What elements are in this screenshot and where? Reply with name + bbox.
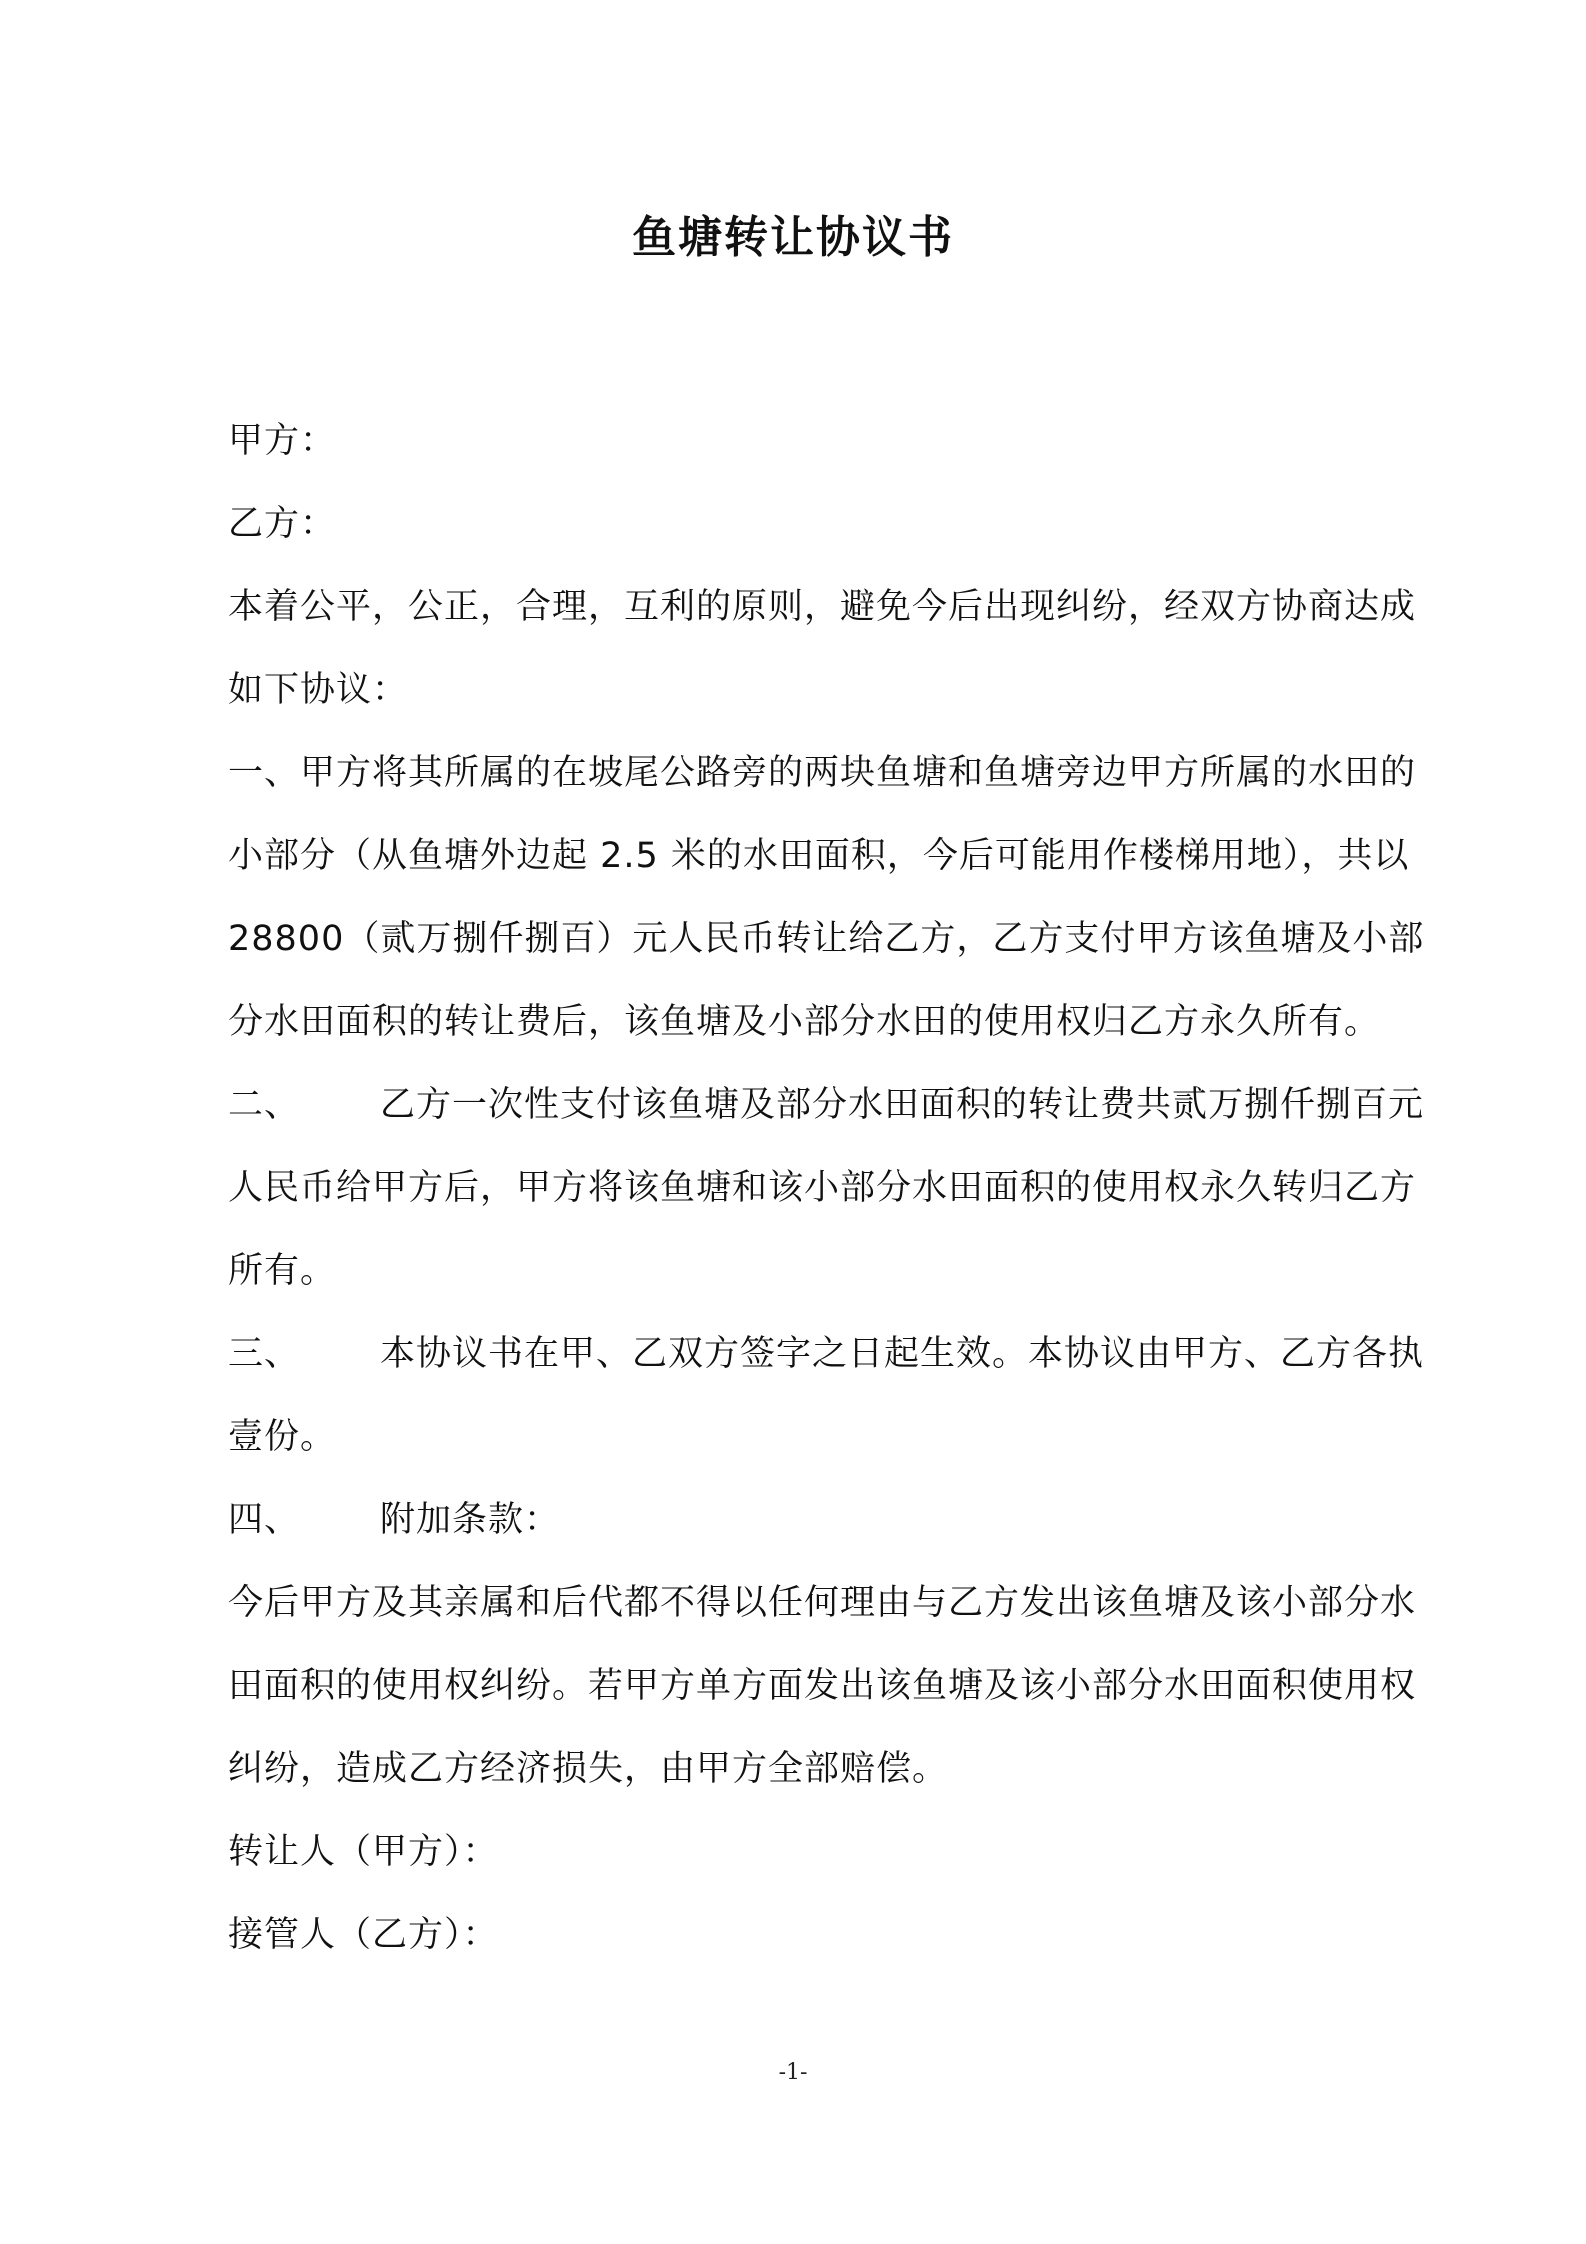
clause-4-number: 四、 xyxy=(228,1500,301,1540)
clause-1 xyxy=(228,732,1428,1064)
document-body xyxy=(228,400,1428,1977)
party-a-line: 甲方： xyxy=(228,421,337,461)
transferor-signature-line: 转让人（甲方）： xyxy=(228,1832,499,1872)
clause-4 xyxy=(228,1479,1428,1562)
clause-3-text: 本协议书在甲、乙双方签字之日起生效。本协议由甲方、乙方各执壹份。 xyxy=(228,1334,1425,1457)
document-title: 鱼塘转让协议书 xyxy=(632,212,954,263)
clause-2-number: 二、 xyxy=(228,1085,301,1125)
clause-1-text: 甲方将其所属的在坡尾公路旁的两块鱼塘和鱼塘旁边甲方所属的水田的小部分（从鱼塘外边起 2.5 米的水田面积，今后可能用作楼梯用地），共以 28800（贰万捌仟捌百）元人民币转让给乙方，乙方支付甲方该鱼塘及小部分水田面积的转让费后，该鱼塘及小部分水田的使用权归乙方永久所有。 xyxy=(228,753,1425,1042)
clause-3 xyxy=(228,1313,1428,1479)
clause-2-text: 乙方一次性支付该鱼塘及部分水田面积的转让费共贰万捌仟捌百元人民币给甲方后，甲方将该鱼塘和该小部分水田面积的使用权永久转归乙方所有。 xyxy=(228,1085,1425,1291)
page-number: -1- xyxy=(778,2060,808,2085)
clause-2 xyxy=(228,1064,1428,1313)
clause-3-number: 三、 xyxy=(228,1334,301,1374)
party-b-line: 乙方： xyxy=(228,504,337,544)
preamble-paragraph: 本着公平，公正，合理，互利的原则，避免今后出现纠纷，经双方协商达成如下协议： xyxy=(228,587,1417,710)
clause-4-text: 附加条款： xyxy=(380,1500,561,1540)
receiver-signature-line: 接管人（乙方）： xyxy=(228,1915,499,1955)
additional-terms-paragraph: 今后甲方及其亲属和后代都不得以任何理由与乙方发出该鱼塘及该小部分水田面积的使用权纠纷。若甲方单方面发出该鱼塘及该小部分水田面积使用权纠纷，造成乙方经济损失，由甲方全部赔偿。 xyxy=(228,1583,1417,1789)
clause-1-number: 一、 xyxy=(228,753,301,793)
